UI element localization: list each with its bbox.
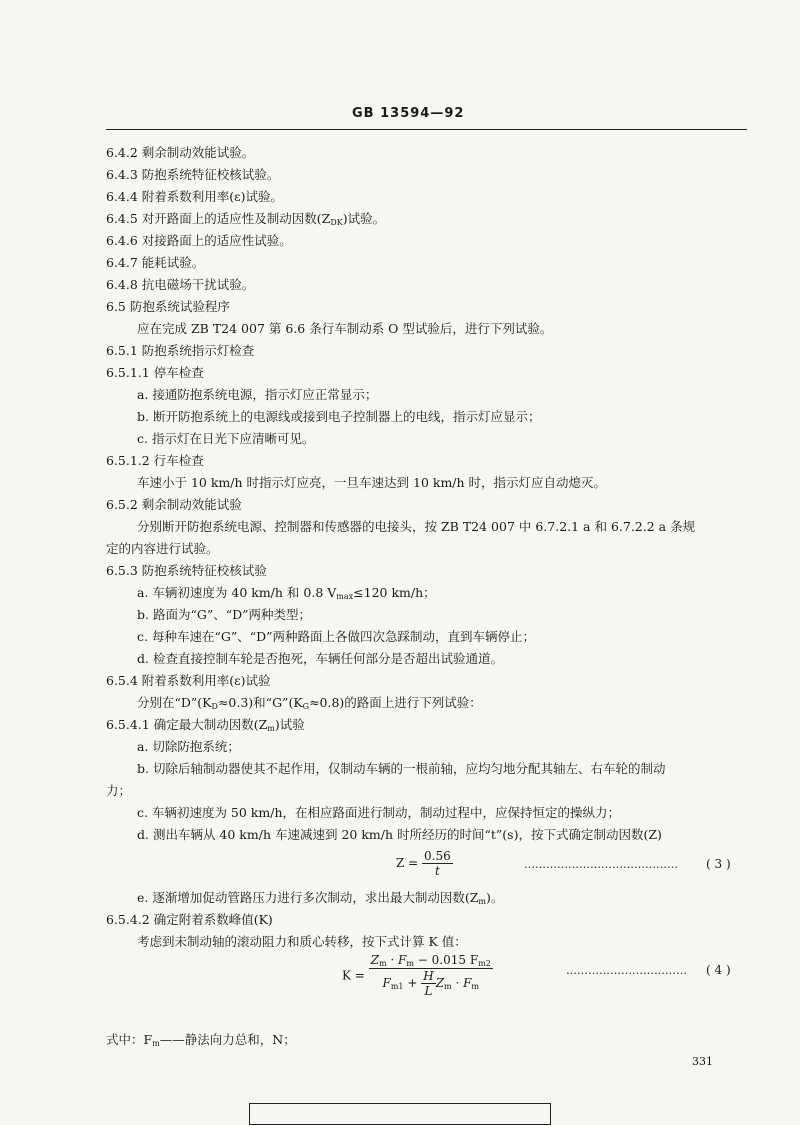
item-6-5-3-a-text: a. 车辆初速度为 40 km/h 和 0.8 V (137, 585, 337, 600)
eq4-h: H (423, 969, 434, 983)
clause-6-4-6: 6.4.6 对接路面上的适应性试验。 (106, 233, 292, 248)
eq4-den-fm-sub: m (471, 982, 479, 991)
item-6-5-4-1-d: d. 测出车辆从 40 km/h 车速减速到 20 km/h 时所经历的时间“t”(s)，按下式确定制动因数(Z) (137, 827, 662, 842)
equation-4 (342, 953, 493, 998)
section-6-5-4-1-title-tail: )试验 (274, 717, 305, 732)
eq4-tag: ( 4 ) (706, 963, 731, 977)
item-6-5-4-1-e (137, 888, 503, 906)
item-6-5-4-1-e-tail: )。 (486, 890, 504, 905)
item-6-5-3-a (137, 583, 436, 601)
item-6-5-1-1-a: a. 接通防抱系统电源，指示灯应正常显示； (137, 387, 378, 402)
item-6-5-4-1-b-cont: 力； (106, 783, 132, 798)
eq3-lhs: Z = (396, 856, 419, 870)
eq4-h-over-l (421, 969, 435, 998)
section-6-5-4-1-title (106, 715, 305, 733)
eq4-num-f: · F (386, 953, 407, 967)
max-subscript: max (336, 592, 354, 601)
section-6-5-4-text-c: ≈0.8)的路面上进行下列试验： (309, 695, 482, 710)
section-6-5-4-text-b: ≈0.3)和“G”(K (217, 695, 303, 710)
item-6-5-3-c: c. 每种车速在“G”、“D”两种路面上各做四次急踩制动，直到车辆停止； (137, 629, 536, 644)
clause-6-4-7: 6.4.7 能耗试验。 (106, 255, 205, 270)
clause-6-4-3: 6.4.3 防抱系统特征校核试验。 (106, 167, 280, 182)
where-clause-tail: ——静法向力总和，N； (159, 1032, 296, 1047)
standard-code-header: GB 13594—92 (352, 106, 465, 121)
clause-6-4-5-tail: )试验。 (342, 211, 386, 226)
section-6-5-4-2-title: 6.5.4.2 确定附着系数峰值(K) (106, 912, 273, 927)
eq4-numerator (369, 953, 493, 969)
eq4-den-f: F (382, 976, 391, 990)
section-6-5-1-1-title: 6.5.1.1 停车检查 (106, 365, 204, 380)
kg-subscript: G (302, 702, 310, 711)
section-6-5-4-2-text: 考虑到未制动轴的滚动阻力和质心转移，按下式计算 K 值： (137, 934, 467, 949)
clause-6-4-5-text: 6.4.5 对开路面上的适应性及制动因数(Z (106, 211, 331, 226)
clause-6-4-2: 6.4.2 剩余制动效能试验。 (106, 145, 255, 160)
where-clause-text: 式中：F (106, 1032, 153, 1047)
section-6-5-1-2-title: 6.5.1.2 行车检查 (106, 453, 204, 468)
eq4-num-z: Z (370, 953, 380, 967)
kd-subscript: D (211, 702, 218, 711)
section-6-5-title: 6.5 防抱系统试验程序 (106, 299, 230, 314)
section-6-5-4-text (137, 693, 482, 711)
eq4-num-term: − 0.015 F (413, 953, 479, 967)
eq4-den-z: Z (435, 976, 445, 990)
section-6-5-intro: 应在完成 ZB T24 007 第 6.6 条行车制动系 O 型试验后，进行下列试验。 (137, 321, 553, 336)
zm-subscript: m (267, 724, 275, 733)
footer-frame (249, 1103, 551, 1125)
eq3-tag: ( 3 ) (706, 857, 731, 871)
clause-6-4-4: 6.4.4 附着系数利用率(ε)试验。 (106, 189, 284, 204)
header-rule (106, 129, 747, 130)
eq4-num-f-sub: m (406, 959, 414, 968)
eq3-fraction (422, 849, 453, 878)
item-6-5-4-1-e-text: e. 逐渐增加促动管路压力进行多次制动，求出最大制动因数(Z (137, 890, 479, 905)
clause-6-4-8: 6.4.8 抗电磁场干扰试验。 (106, 277, 255, 292)
eq4-den-fm: · F (451, 976, 472, 990)
eq3-numerator: 0.56 (424, 849, 451, 863)
section-6-5-3-title: 6.5.3 防抱系统特征校核试验 (106, 563, 267, 578)
item-6-5-4-1-c: c. 车辆初速度为 50 km/h，在相应路面进行制动，制动过程中，应保持恒定的操纵力； (137, 805, 620, 820)
eq4-num-z-sub: m (379, 959, 387, 968)
eq4-den-f-sub: m1 (390, 982, 404, 991)
eq4-fraction (369, 953, 493, 998)
fm-subscript: m (152, 1039, 160, 1048)
eq4-denominator (369, 969, 493, 998)
section-6-5-2-title: 6.5.2 剩余制动效能试验 (106, 497, 242, 512)
eq4-den-z-sub: m (444, 982, 452, 991)
section-6-5-2-text-cont: 定的内容进行试验。 (106, 541, 219, 556)
eq4-num-term-sub: m2 (478, 959, 491, 968)
where-clause (106, 1030, 296, 1048)
section-6-5-4-text-a: 分别在“D”(K (137, 695, 212, 710)
section-6-5-1-2-text: 车速小于 10 km/h 时指示灯应亮，一旦车速达到 10 km/h 时，指示灯应自动熄灭。 (137, 475, 607, 490)
eq4-lhs: K = (342, 968, 365, 983)
page-number: 331 (692, 1055, 713, 1068)
section-6-5-4-title: 6.5.4 附着系数利用率(ε)试验 (106, 673, 271, 688)
item-6-5-4-1-a: a. 切除防抱系统； (137, 739, 240, 754)
section-6-5-2-text: 分别断开防抱系统电源、控制器和传感器的电接头，按 ZB T24 007 中 6.7.2.1 a 和 6.7.2.2 a 条规 (137, 519, 696, 534)
item-6-5-3-a-tail: ≤120 km/h； (353, 585, 436, 600)
zm-subscript-e: m (478, 897, 487, 906)
section-6-5-1-title: 6.5.1 防抱系统指示灯检查 (106, 343, 255, 358)
eq4-l: L (424, 984, 433, 998)
clause-6-4-5 (106, 209, 385, 227)
eq4-den-plus: + (403, 976, 422, 990)
item-6-5-3-b: b. 路面为“G”、“D”两种类型； (137, 607, 312, 622)
item-6-5-1-1-b: b. 断开防抱系统上的电源线或接到电子控制器上的电线，指示灯应显示； (137, 409, 541, 424)
eq3-denominator: t (434, 864, 440, 878)
dk-subscript: DK (330, 218, 343, 227)
section-6-5-4-1-title-text: 6.5.4.1 确定最大制动因数(Z (106, 717, 268, 732)
item-6-5-3-d: d. 检查直接控制车轮是否抱死，车辆任何部分是否超出试验通道。 (137, 651, 503, 666)
equation-3 (396, 849, 453, 878)
item-6-5-4-1-b: b. 切除后轴制动器使其不起作用，仅制动车辆的一根前轴，应均匀地分配其轴左、右车轮的制动 (137, 761, 666, 776)
eq3-leader: …………………………………… (524, 858, 678, 871)
item-6-5-1-1-c: c. 指示灯在日光下应清晰可见。 (137, 431, 315, 446)
eq4-leader: …………………………… (566, 964, 687, 977)
